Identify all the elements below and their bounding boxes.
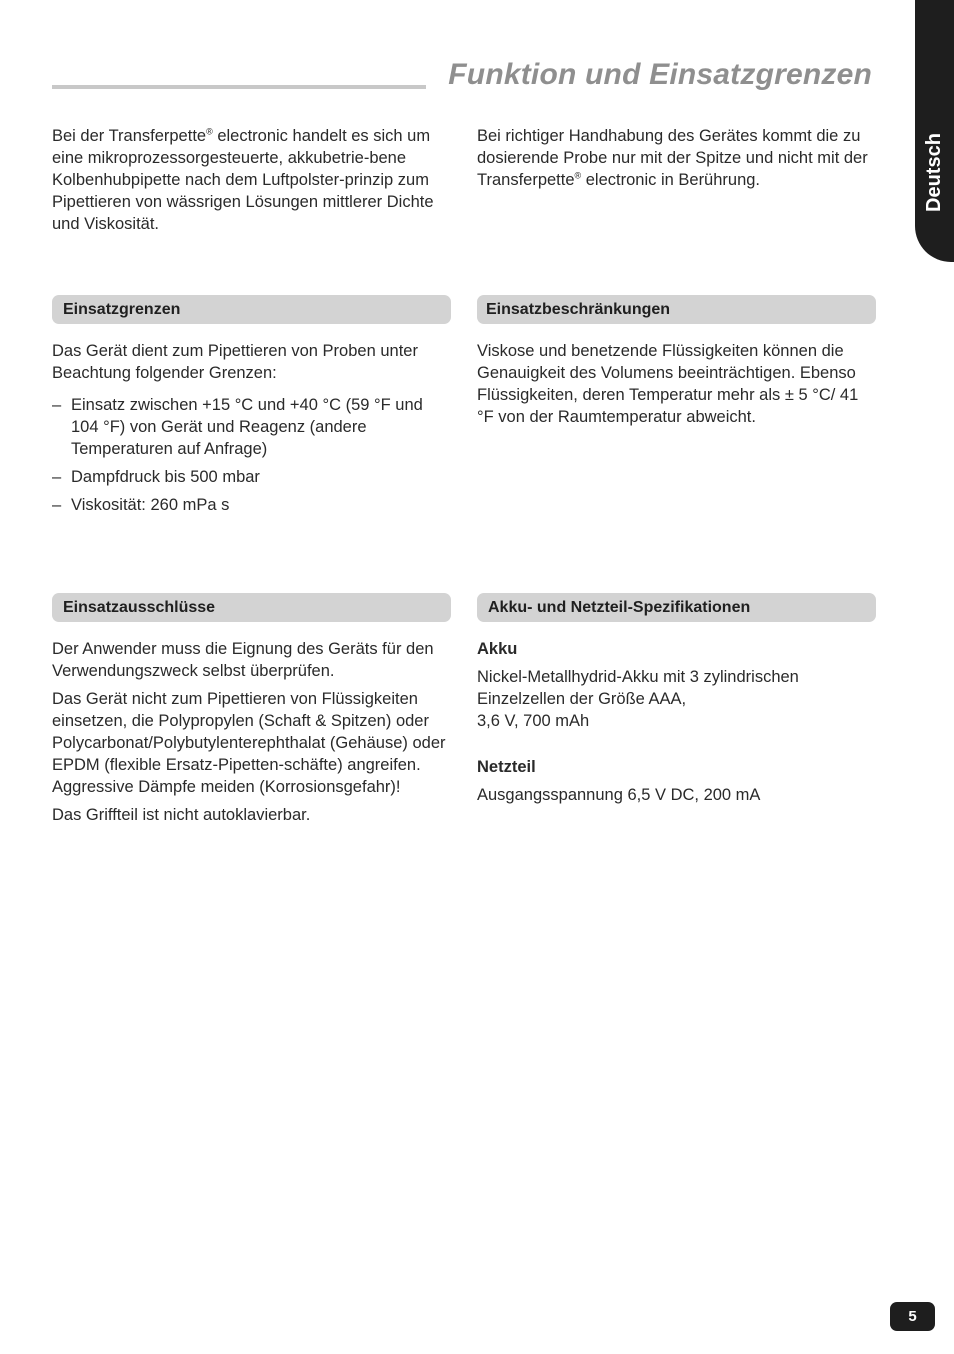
list-item: – Dampfdruck bis 500 mbar bbox=[52, 466, 451, 488]
netzteil-text: Ausgangsspannung 6,5 V DC, 200 mA bbox=[477, 786, 761, 804]
language-tab bbox=[915, 0, 954, 262]
intro-left-paragraph bbox=[52, 125, 451, 235]
akku-line: 3,6 V, 700 mAh bbox=[477, 712, 590, 730]
akku-line: Nickel-Metallhydrid-Akku mit 3 zylindrischen bbox=[477, 668, 799, 686]
intro-left-text-b: electronic handelt es sich um eine mikroprozessorgesteuerte, akkubetrie-bene Kolbenhubpipette nach dem Luftpolster-prinzip zum Pipettieren von wässrigen Lösungen mittlerer Dichte und Viskosität. bbox=[52, 127, 434, 233]
paragraph: Der Anwender muss die Eignung des Geräts für den Verwendungszweck selbst überprüfen. bbox=[52, 640, 434, 680]
akku-text bbox=[477, 666, 876, 732]
section-heading-spezifikationen: Akku- und Netzteil-Spezifikationen bbox=[477, 593, 876, 622]
title-rule bbox=[52, 85, 426, 89]
paragraph: Das Griffteil ist nicht autoklavierbar. bbox=[52, 806, 311, 824]
intro-right-text-a: Bei richtiger Handhabung des Gerätes kommt die zu dosierende Probe nur mit der Spitze und nicht mit der Transferpette bbox=[477, 127, 868, 189]
intro-left-text-a: Bei der Transferpette bbox=[52, 127, 207, 145]
list-item: – Viskosität: 260 mPa s bbox=[52, 494, 451, 516]
spezifikationen-body bbox=[477, 638, 876, 812]
einsatzausschluesse-body bbox=[52, 638, 451, 832]
intro-left bbox=[52, 125, 451, 241]
section-heading-einsatzgrenzen: Einsatzgrenzen bbox=[52, 295, 451, 324]
akku-line: Einzelzellen der Größe AAA, bbox=[477, 690, 687, 708]
language-tab-label: Deutsch bbox=[923, 133, 945, 213]
section-heading-einsatzausschluesse: Einsatzausschlüsse bbox=[52, 593, 451, 622]
list-item: – Einsatz zwischen +15 °C und +40 °C (59 °F und 104 °F) von Gerät und Reagenz (andere Temperaturen auf Anfrage) bbox=[52, 394, 451, 460]
einsatzgrenzen-body bbox=[52, 340, 451, 522]
registered-mark: ® bbox=[574, 170, 582, 181]
paragraph: Das Gerät nicht zum Pipettieren von Flüssigkeiten einsetzen, die Polypropylen (Schaft & Spitzen) oder Polycarbonat/Polybutylenterephthalat (Gehäuse) oder EPDM (flexible Ersatz-Pipetten-schäfte) angreifen. Aggressive Dämpfe meiden (Korrosionsgefahr)! bbox=[52, 690, 446, 796]
section-heading-einsatzbeschraenkungen: Einsatzbeschränkungen bbox=[477, 295, 876, 324]
registered-mark: ® bbox=[206, 126, 213, 137]
intro-right-text-b: electronic in Berührung. bbox=[581, 171, 761, 189]
page-title: Funktion und Einsatzgrenzen bbox=[448, 58, 872, 91]
einsatzbeschraenkungen-text: Viskose und benetzende Flüssigkeiten können die Genauigkeit des Volumens beeinträchtigen. Ebenso Flüssigkeiten, deren Temperatur mehr als ± 5 °C/ 41 °F von der Raumtemperatur abweicht. bbox=[477, 342, 859, 426]
einsatzgrenzen-text: Das Gerät dient zum Pipettieren von Proben unter Beachtung folgender Grenzen: bbox=[52, 342, 418, 382]
netzteil-title: Netzteil bbox=[477, 758, 536, 776]
intro-right-paragraph bbox=[477, 125, 876, 191]
intro-right bbox=[477, 125, 876, 197]
einsatzgrenzen-list bbox=[52, 394, 451, 516]
akku-title: Akku bbox=[477, 640, 518, 658]
einsatzbeschraenkungen-body bbox=[477, 340, 876, 434]
page-number: 5 bbox=[890, 1302, 935, 1331]
